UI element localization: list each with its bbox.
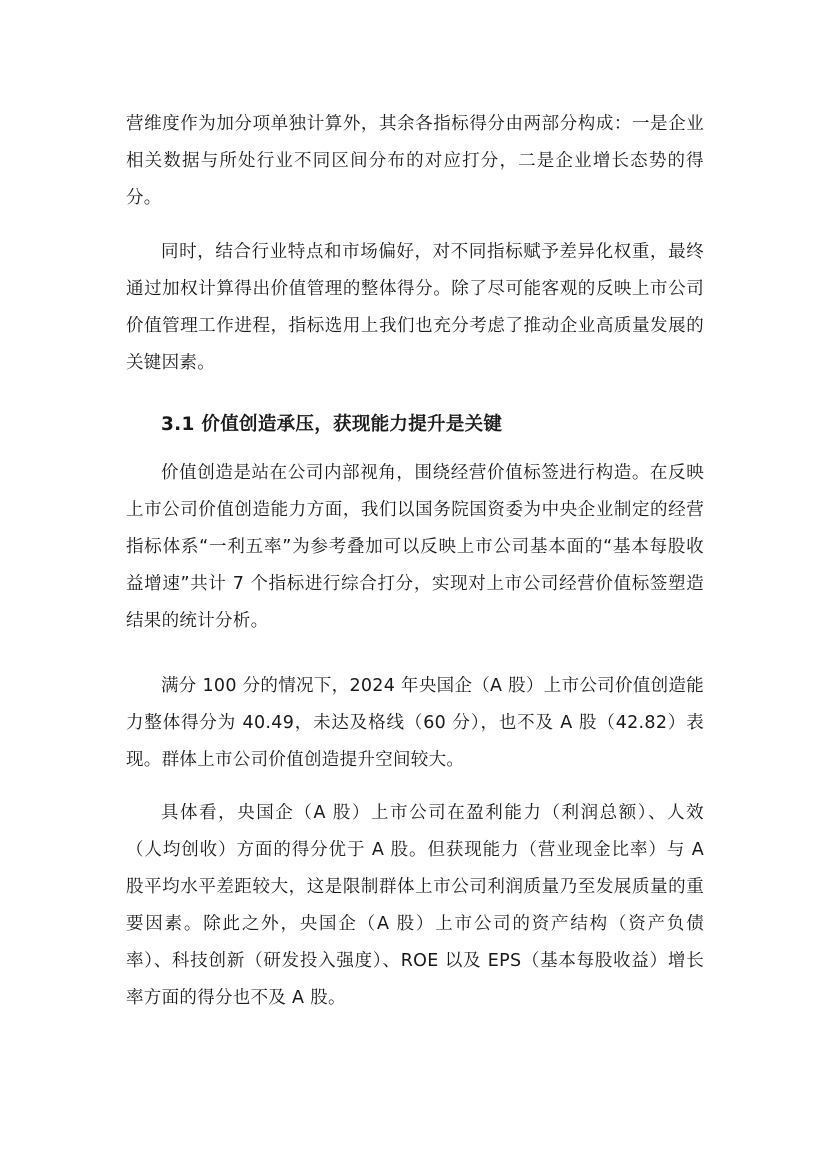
paragraph-value-creation: 价值创造是站在公司内部视角，围绕经营价值标签进行构造。在反映上市公司价值创造能力方面，我们以国务院国资委为中央企业制定的经营指标体系“一利五率”为参考叠加可以反映上市公司基本面的“基本每股收益增速”共计 7 个指标进行综合打分，实现对上市公司经营价值标签塑造结果的统计分析。: [126, 463, 704, 631]
paragraph-detail: 具体看，央国企（A 股）上市公司在盈利能力（利润总额）、人效（人均创收）方面的得分优于 A 股。但获现能力（营业现金比率）与 A 股平均水平差距较大，这是限制群体上市公司利润质量乃至发展质量的重要因素。除此之外，央国企（A 股）上市公司的资产结构（资产负债率）、科技创新（研发投入强度）、ROE 以及 EPS（基本每股收益）增长率方面的得分也不及 A 股。: [126, 803, 704, 1008]
paragraph-overall-score: 满分 100 分的情况下，2024 年央国企（A 股）上市公司价值创造能力整体得分为 40.49，未达及格线（60 分），也不及 A 股（42.82）表现。群体上市公司价值创造提升空间较大。: [126, 676, 704, 770]
paragraph-weighting: 同时，结合行业特点和市场偏好，对不同指标赋予差异化权重，最终通过加权计算得出价值管理的整体得分。除了尽可能客观的反映上市公司价值管理工作进程，指标选用上我们也充分考虑了推动企业高质量发展的关键因素。: [126, 242, 704, 373]
paragraph-continued: 营维度作为加分项单独计算外，其余各指标得分由两部分构成：一是企业相关数据与所处行业不同区间分布的对应打分，二是企业增长态势的得分。: [126, 114, 704, 208]
section-heading: 3.1 价值创造承压，获现能力提升是关键: [161, 414, 503, 435]
